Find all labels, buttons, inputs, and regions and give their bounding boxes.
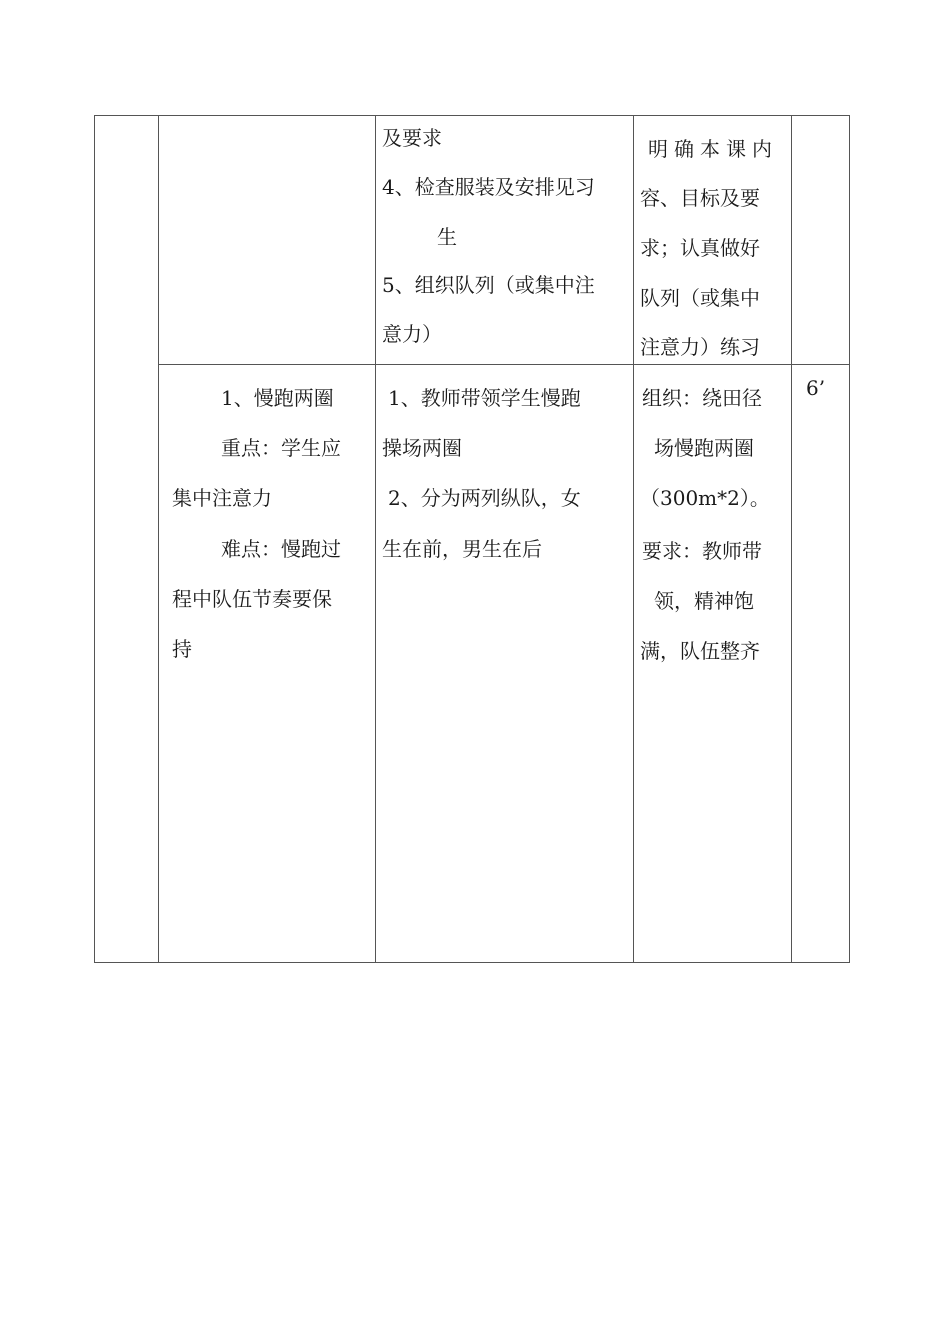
- row-divider: [158, 364, 850, 365]
- cell-text-line: 满，队伍整齐: [640, 639, 760, 663]
- cell-text-line: 操场两圈: [382, 436, 462, 460]
- cell-text-line: 5、组织队列（或集中注: [382, 273, 595, 297]
- column-divider: [791, 115, 792, 963]
- cell-text-line: 领，精神饱: [654, 589, 754, 613]
- cell-text-line: 组织：绕田径: [642, 386, 762, 410]
- cell-text-line: 容、目标及要: [640, 186, 760, 210]
- cell-text-line: 注意力）练习: [640, 335, 760, 359]
- cell-text-line: 难点：慢跑过: [221, 537, 341, 561]
- cell-text-line: 及要求: [382, 126, 442, 150]
- column-divider: [633, 115, 634, 963]
- cell-text-line: 场慢跑两圈: [654, 436, 754, 460]
- cell-text-line: 1、教师带领学生慢跑: [388, 386, 581, 410]
- row2-time-cell: 6’: [806, 376, 826, 400]
- column-divider: [158, 115, 159, 963]
- cell-text-line: 集中注意力: [172, 486, 272, 510]
- cell-text-line: 重点：学生应: [221, 436, 341, 460]
- cell-text-line: 要求：教师带: [642, 539, 762, 563]
- cell-text-line: 明确本课内: [648, 137, 778, 161]
- cell-text-line: 4、检查服装及安排见习: [382, 175, 595, 199]
- table-right-border: [849, 115, 850, 963]
- cell-text-line: 生在前，男生在后: [382, 537, 542, 561]
- cell-text-line: 程中队伍节奏要保: [172, 587, 332, 611]
- cell-text-line: 1、慢跑两圈: [221, 386, 334, 410]
- cell-text-line: 2、分为两列纵队，女: [388, 486, 581, 510]
- table-left-border: [94, 115, 95, 963]
- cell-text-line: 意力）: [382, 322, 442, 346]
- cell-text-line: 队列（或集中: [640, 286, 760, 310]
- cell-text-line: 求；认真做好: [640, 236, 760, 260]
- table-bottom-border: [94, 962, 850, 963]
- column-divider: [375, 115, 376, 963]
- table-top-border: [94, 115, 850, 116]
- cell-text-line: 生: [437, 225, 457, 249]
- cell-text-line: （300m*2）。: [640, 486, 770, 510]
- cell-text-line: 持: [172, 637, 192, 661]
